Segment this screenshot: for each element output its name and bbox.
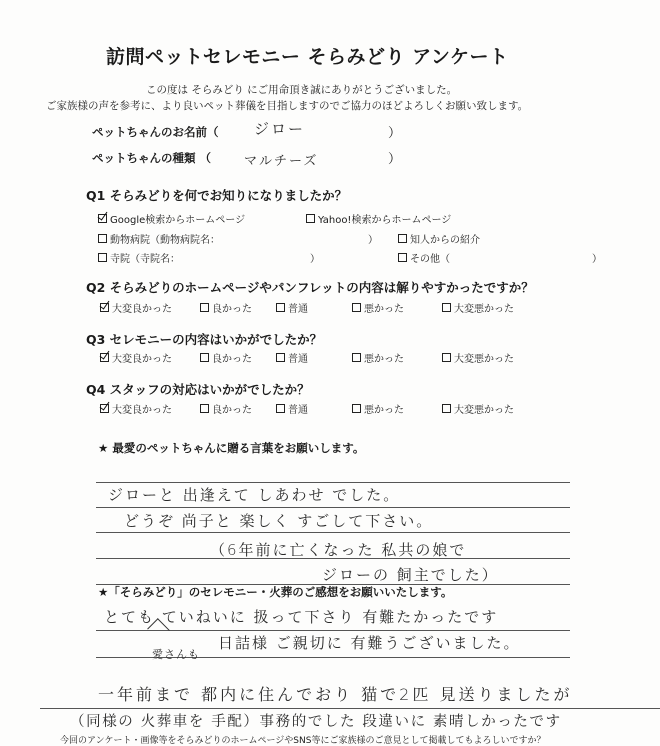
checkbox-icon xyxy=(98,234,107,243)
checkbox-icon xyxy=(442,353,451,362)
checkbox-icon xyxy=(442,303,451,312)
q2-option-3[interactable]: 普通 xyxy=(276,300,308,315)
q1-option-google[interactable]: Google検索からホームページ xyxy=(98,211,245,226)
impression-line-3: 一年前まで 都内に住んでおり 猫で2匹 見送りましたが xyxy=(98,685,573,704)
q1-question: Q1 そらみどりを何でお知りになりましたか？ xyxy=(86,188,348,203)
pet-type-value: マルチーズ xyxy=(244,154,319,169)
footer-note: 今回のアンケート・画像等をそらみどりのホームページやSNS等にご家族様のご意見として掲載してもよろしいですか？ xyxy=(60,736,546,746)
impression-insert: 愛さんも xyxy=(152,648,200,661)
checkbox-icon xyxy=(306,214,315,223)
q1-option-vet[interactable]: 動物病院（動物病院名： xyxy=(98,231,220,246)
checkbox-icon xyxy=(276,303,285,312)
q2-option-1[interactable]: 大変良かった xyxy=(100,300,172,315)
q3-option-1[interactable]: 大変良かった xyxy=(100,350,172,365)
q1-option-other-close: ） xyxy=(592,254,602,265)
pet-name-value: ジロー xyxy=(254,120,306,138)
q4-option-2[interactable]: 良かった xyxy=(200,401,252,416)
impression-line-1: とても ていねいに 扱って下さり 有難たかったです xyxy=(104,608,499,626)
q2-question: Q2 そらみどりのホームページやパンフレットの内容は解りやすかったですか？ xyxy=(86,280,534,295)
intro-line-2: ご家族様の声を参考に、より良いペット葬儀を目指しますのでご協力のほどよろしくお願い致します。 xyxy=(46,100,529,112)
q3-option-4[interactable]: 悪かった xyxy=(352,350,404,365)
page-title: 訪問ペットセレモニー そらみどり アンケート xyxy=(106,46,509,68)
intro-line-1: この度は そらみどり にご用命頂き誠にありがとうございました。 xyxy=(146,84,458,96)
checkbox-icon xyxy=(98,253,107,262)
impression-line-4: （同様の 火葬車を 手配）事務的でした 段違いに 素晴しかったです xyxy=(70,714,562,730)
impression-line-2: 日詰様 ご親切に 有難うございました。 xyxy=(218,634,521,652)
checkbox-icon xyxy=(442,404,451,413)
q4-option-1[interactable]: 大変良かった xyxy=(100,401,172,416)
writing-line xyxy=(96,532,570,533)
checkbox-icon xyxy=(398,253,407,262)
message-line-4: ジローの 飼主でした） xyxy=(322,566,499,584)
q1-option-temple[interactable]: 寺院（寺院名： xyxy=(98,250,180,265)
q1-option-temple-close: ） xyxy=(310,254,320,265)
q4-option-4[interactable]: 悪かった xyxy=(352,401,404,416)
q3-question: Q3 セレモニーの内容はいかがでしたか？ xyxy=(86,332,323,347)
q3-option-2[interactable]: 良かった xyxy=(200,350,252,365)
pet-type-close: ） xyxy=(388,152,402,167)
checkbox-checked-icon xyxy=(100,404,109,413)
checkbox-checked-icon xyxy=(100,353,109,362)
message-line-2: どうぞ 尚子と 楽しく すごして下さい。 xyxy=(124,512,434,530)
checkbox-icon xyxy=(352,404,361,413)
q1-option-friend[interactable]: 知人からの紹介 xyxy=(398,231,480,246)
writing-line xyxy=(40,708,660,709)
pet-type-label: ペットちゃんの種類 （ xyxy=(92,151,212,165)
impression-heading: ★「そらみどり」のセレモニー・火葬のご感想をお願いいたします。 xyxy=(98,585,453,599)
q1-option-other[interactable]: その他（ xyxy=(398,250,450,265)
checkbox-icon xyxy=(200,353,209,362)
message-line-3: （6年前に亡くなった 私共の娘で xyxy=(210,541,467,559)
q2-option-5[interactable]: 大変悪かった xyxy=(442,300,514,315)
q4-question: Q4 スタッフの対応はいかがでしたか？ xyxy=(86,382,310,397)
message-line-1: ジローと 出逢えて しあわせ でした。 xyxy=(108,486,401,504)
q1-option-vet-close: ） xyxy=(368,235,378,246)
checkbox-icon xyxy=(200,404,209,413)
q3-option-5[interactable]: 大変悪かった xyxy=(442,350,514,365)
pet-name-label: ペットちゃんのお名前（ xyxy=(92,125,219,139)
writing-line xyxy=(96,507,570,508)
q3-option-3[interactable]: 普通 xyxy=(276,350,308,365)
q2-option-4[interactable]: 悪かった xyxy=(352,300,404,315)
q4-option-5[interactable]: 大変悪かった xyxy=(442,401,514,416)
q4-option-3[interactable]: 普通 xyxy=(276,401,308,416)
message-heading: ★ 最愛のペットちゃんに贈る言葉をお願いします。 xyxy=(98,441,365,455)
checkbox-icon xyxy=(398,234,407,243)
checkbox-icon xyxy=(200,303,209,312)
checkbox-icon xyxy=(276,353,285,362)
checkbox-checked-icon xyxy=(100,303,109,312)
checkbox-icon xyxy=(352,303,361,312)
writing-line xyxy=(96,482,570,483)
pet-name-close: ） xyxy=(388,126,402,141)
q1-option-yahoo[interactable]: Yahoo!検索からホームページ xyxy=(306,211,451,226)
checkbox-checked-icon xyxy=(98,214,107,223)
q2-option-2[interactable]: 良かった xyxy=(200,300,252,315)
checkbox-icon xyxy=(352,353,361,362)
checkbox-icon xyxy=(276,404,285,413)
